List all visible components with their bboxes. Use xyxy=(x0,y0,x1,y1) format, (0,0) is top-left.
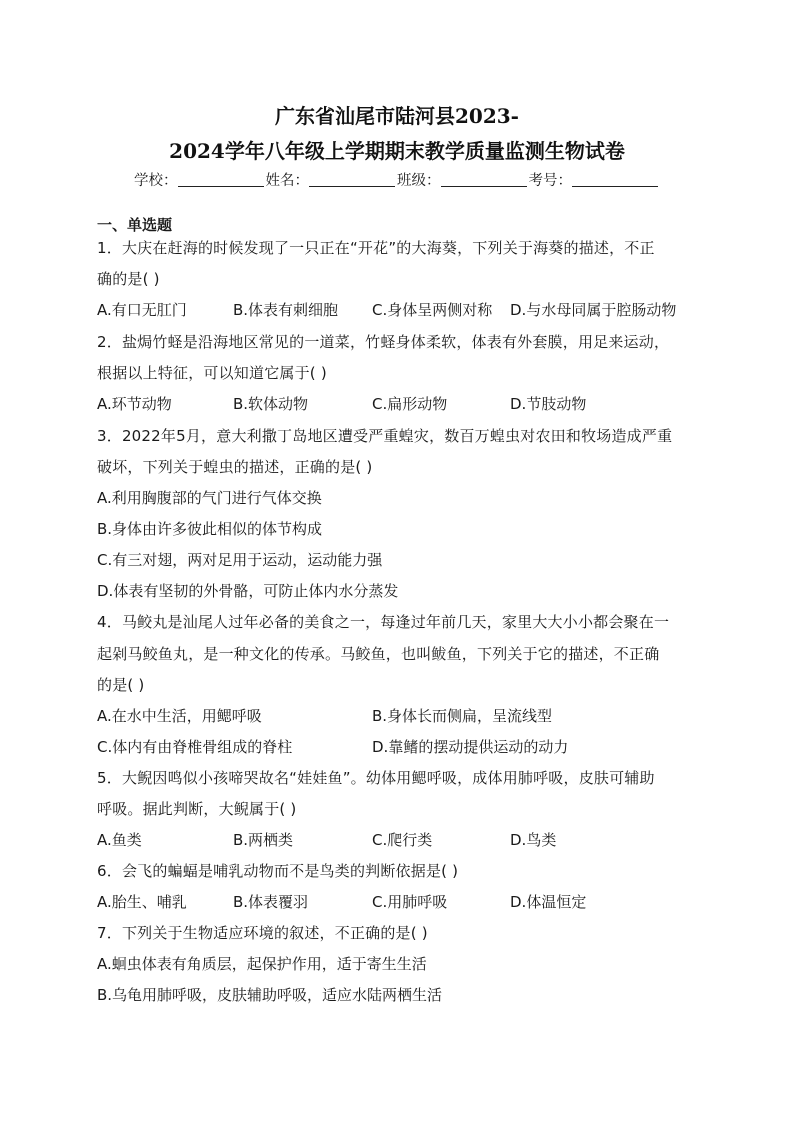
school-blank xyxy=(178,171,264,187)
question-3-option-a: A.利用胸腹部的气门进行气体交换 xyxy=(97,489,322,507)
question-5-stem-line-2: 呼吸。据此判断，大鲵属于( ) xyxy=(97,800,297,818)
question-2-option-d: D.节肢动物 xyxy=(510,395,587,413)
question-2-option-b: B.软体动物 xyxy=(233,395,309,413)
question-4-option-d: D.靠鳍的摆动提供运动的动力 xyxy=(372,738,569,756)
question-5-option-b: B.两栖类 xyxy=(233,831,294,849)
question-5-option-d: D.鸟类 xyxy=(510,831,557,849)
question-6-option-a: A.胎生、哺乳 xyxy=(97,893,187,911)
question-1-option-c: C.身体呈两侧对称 xyxy=(372,301,493,319)
question-2-option-a: A.环节动物 xyxy=(97,395,172,413)
question-5-option-c: C.爬行类 xyxy=(372,831,433,849)
question-4-option-a: A.在水中生活，用鳃呼吸 xyxy=(97,707,262,725)
class-label: 班级： xyxy=(397,173,441,189)
question-3-stem-line-2: 破坏，下列关于蝗虫的描述，正确的是( ) xyxy=(97,458,373,476)
question-7-option-b: B.乌龟用肺呼吸，皮肤辅助呼吸，适应水陆两栖生活 xyxy=(97,986,443,1004)
question-2-stem-line-2: 根据以上特征，可以知道它属于( ) xyxy=(97,364,327,382)
question-2-stem-line-1: 2．盐焗竹蛏是沿海地区常见的一道菜，竹蛏身体柔软，体表有外套膜，用足来运动， xyxy=(97,333,670,351)
question-4-option-c: C.体内有由脊椎骨组成的脊柱 xyxy=(97,738,293,756)
question-3-option-c: C.有三对翅，两对足用于运动，运动能力强 xyxy=(97,551,383,569)
question-1-option-b: B.体表有刺细胞 xyxy=(233,301,339,319)
name-label: 姓名： xyxy=(265,173,309,189)
question-4-stem-line-3: 的是( ) xyxy=(97,676,145,694)
school-label: 学校： xyxy=(134,173,178,189)
question-6-stem-line-1: 6．会飞的蝙蝠是哺乳动物而不是鸟类的判断依据是( ) xyxy=(97,862,459,880)
question-2-option-c: C.扁形动物 xyxy=(372,395,448,413)
question-6-option-c: C.用肺呼吸 xyxy=(372,893,448,911)
question-3-stem-line-1: 3．2022年5月，意大利撒丁岛地区遭受严重蝗灾，数百万蝗虫对农田和牧场造成严重 xyxy=(97,427,673,445)
class-blank xyxy=(441,171,527,187)
question-4-stem-line-2: 起剁马鲛鱼丸，是一种文化的传承。马鲛鱼，也叫鲅鱼，下列关于它的描述，不正确 xyxy=(97,645,660,663)
question-7-stem-line-1: 7．下列关于生物适应环境的叙述，不正确的是( ) xyxy=(97,924,428,942)
question-4-stem-line-1: 4．马鲛丸是汕尾人过年必备的美食之一，每逢过年前几天，家里大大小小都会聚在一 xyxy=(97,613,670,631)
question-7-option-a: A.蛔虫体表有角质层，起保护作用，适于寄生生活 xyxy=(97,955,427,973)
name-field xyxy=(266,171,398,191)
question-1-option-d: D.与水母同属于腔肠动物 xyxy=(510,301,677,319)
question-5-option-a: A.鱼类 xyxy=(97,831,142,849)
question-6-option-b: B.体表覆羽 xyxy=(233,893,309,911)
school-field xyxy=(134,171,266,191)
question-3-option-b: B.身体由许多彼此相似的体节构成 xyxy=(97,520,323,538)
question-1-stem-line-2: 确的是( ) xyxy=(97,270,160,288)
question-1-option-a: A.有口无肛门 xyxy=(97,301,187,319)
exam-title-line-1: 广东省汕尾市陆河县2023- xyxy=(275,104,519,128)
exam-title-line-2: 2024学年八年级上学期期末教学质量监测生物试卷 xyxy=(169,139,625,163)
class-field xyxy=(397,171,529,191)
exam-number-blank xyxy=(572,171,658,187)
question-3-option-d: D.体表有坚韧的外骨骼，可防止体内水分蒸发 xyxy=(97,582,399,600)
question-5-stem-line-1: 5．大鲵因鸣似小孩啼哭故名“娃娃鱼”。幼体用鳃呼吸，成体用肺呼吸，皮肤可辅助 xyxy=(97,769,655,787)
section-title: 一、单选题 xyxy=(97,216,173,234)
question-4-option-b: B.身体长而侧扁，呈流线型 xyxy=(372,707,553,725)
question-6-option-d: D.体温恒定 xyxy=(510,893,587,911)
student-info-row xyxy=(0,171,794,191)
exam-number-label: 考号： xyxy=(528,173,572,189)
exam-number-field xyxy=(529,171,661,191)
question-1-stem-line-1: 1．大庆在赶海的时候发现了一只正在“开花”的大海葵，下列关于海葵的描述，不正 xyxy=(97,239,655,257)
name-blank xyxy=(309,171,395,187)
